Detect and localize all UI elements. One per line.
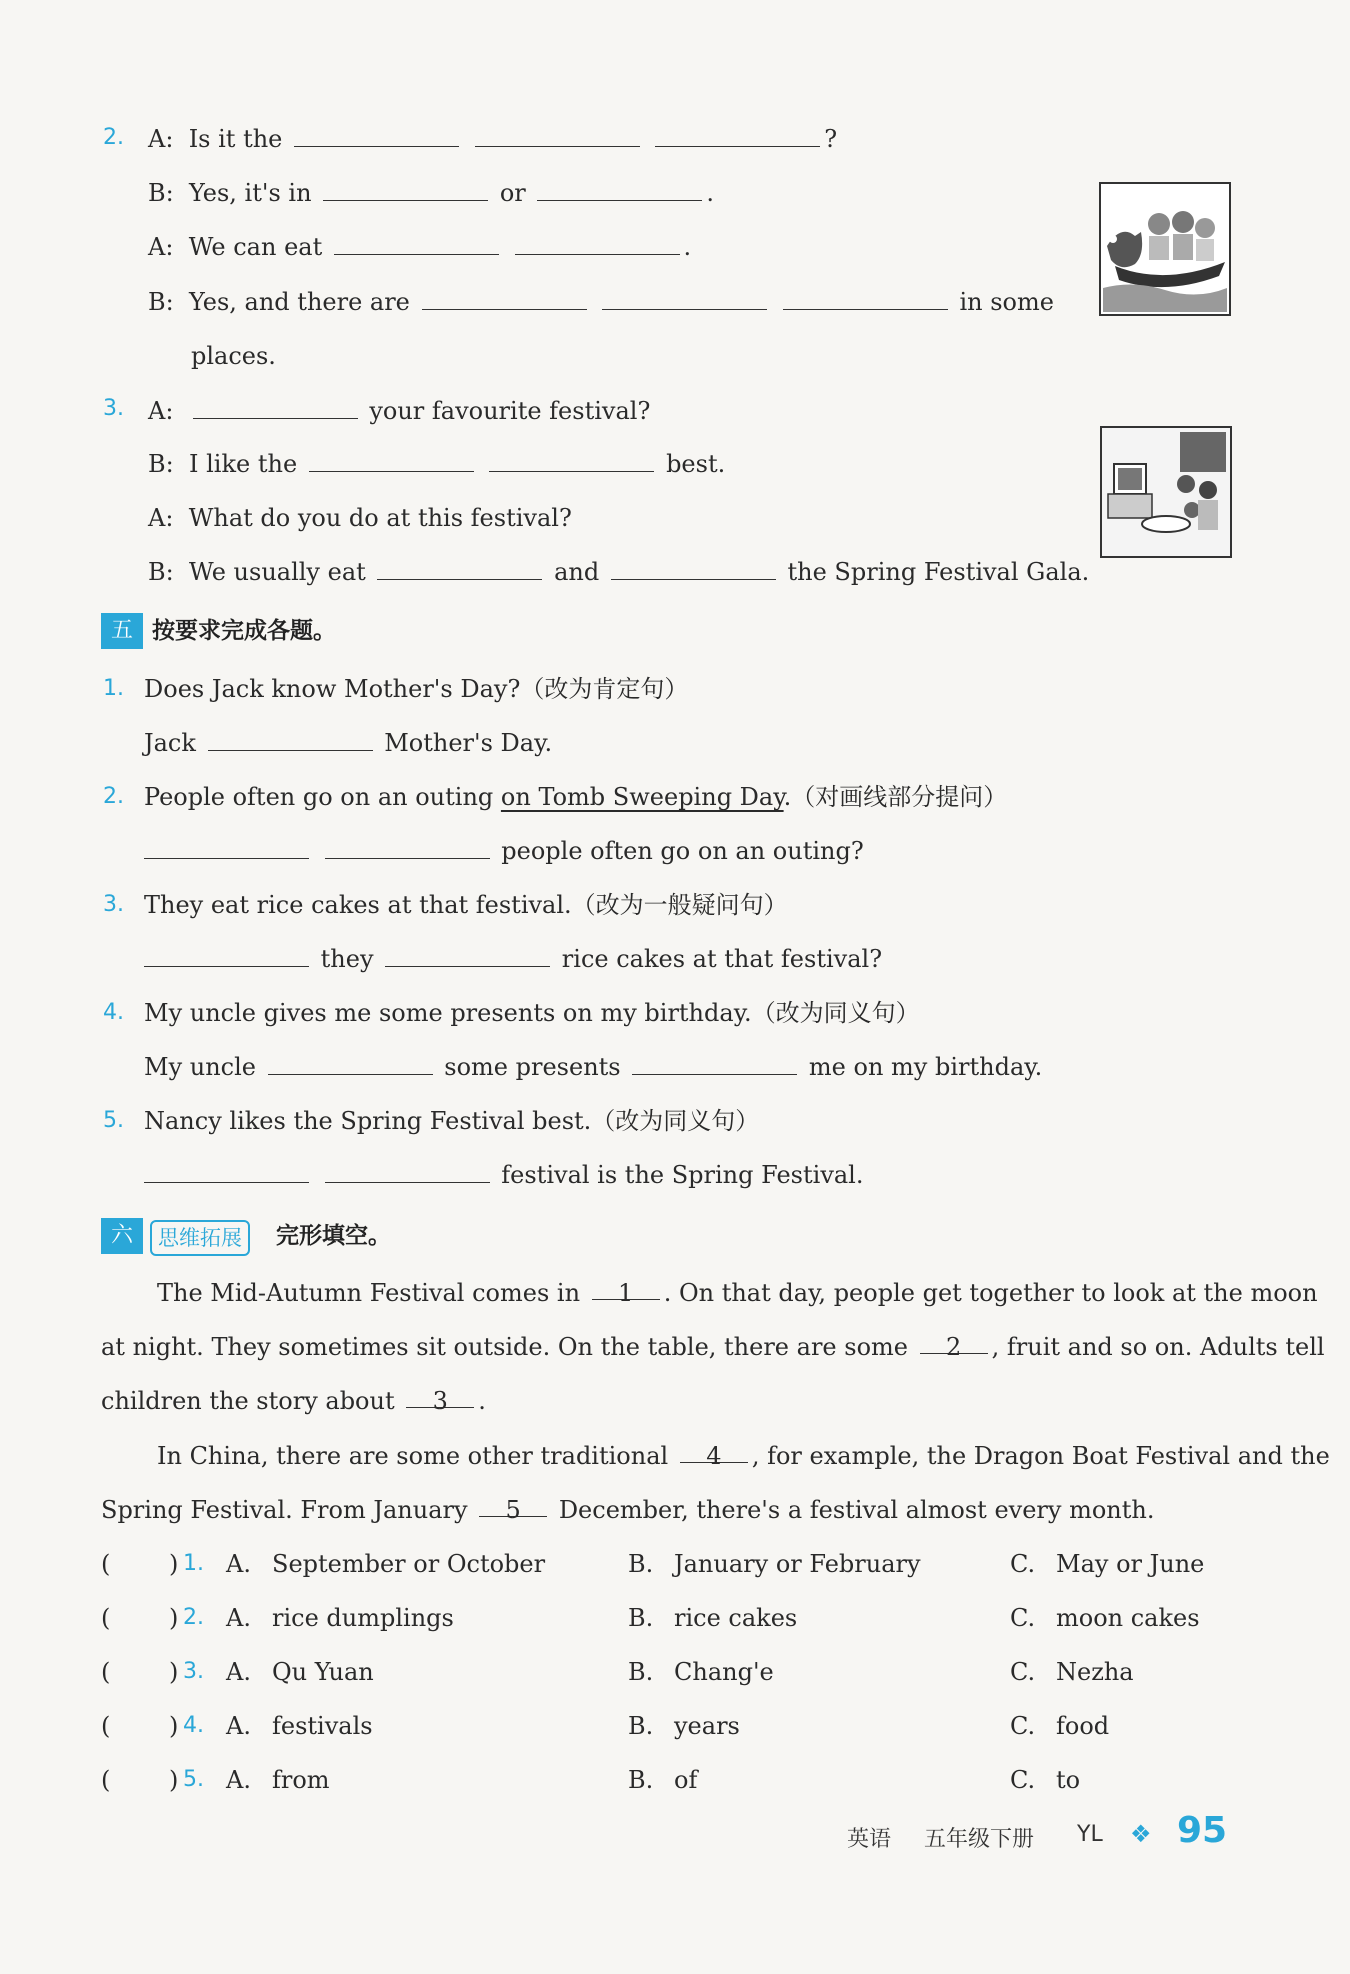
passage-text: . [478,1387,486,1415]
option-b-label: B. [628,1604,654,1632]
footer-subject: 英语 [847,1827,892,1852]
answer-line [144,727,552,759]
speaker-label: B: [148,558,174,586]
option-b[interactable]: years [674,1712,740,1740]
answer-bracket-open[interactable]: ( [101,1604,111,1632]
answer-bracket-open[interactable]: ( [101,1658,111,1686]
dialogue-line [148,123,837,155]
diamond-icon: ❖ [1130,1820,1152,1848]
answer-blank[interactable] [325,836,490,859]
answer-text: My uncle [144,1053,256,1081]
passage-line [101,1331,1325,1363]
answer-text: Mother's Day. [384,729,553,757]
speaker-label: A: [148,233,174,261]
option-a-label: A. [226,1550,251,1578]
dialogue-text: We usually eat [189,558,366,586]
cloze-blank[interactable]: 2 [920,1331,988,1354]
answer-bracket-close: ) [169,1712,179,1740]
dialogue-line [148,395,650,427]
option-b[interactable]: rice cakes [674,1604,798,1632]
option-b[interactable]: January or February [674,1550,921,1578]
answer-text: Jack [144,729,196,757]
answer-text: rice cakes at that festival? [561,945,883,973]
question-number: 4. [103,1000,124,1025]
answer-text: they [320,945,374,973]
answer-line [144,943,882,975]
answer-blank[interactable] [144,944,309,967]
speaker-label: B: [148,288,174,316]
speaker-label: B: [148,179,174,207]
answer-text: people often go on an outing? [501,837,864,865]
passage-text: The Mid-Autumn Festival comes in [157,1279,581,1307]
question-text-part: People often go on an outing [144,783,494,811]
answer-blank[interactable] [377,557,542,580]
option-b[interactable]: of [674,1766,698,1794]
dialogue-text: the Spring Festival Gala. [787,558,1090,586]
option-a[interactable]: Qu Yuan [272,1658,374,1686]
option-a-label: A. [226,1604,251,1632]
passage-line [157,1440,1330,1472]
option-c[interactable]: moon cakes [1056,1604,1200,1632]
answer-bracket-close: ) [169,1766,179,1794]
passage-text: children the story about [101,1387,395,1415]
section-title: 按要求完成各题。 [152,618,336,644]
question-number: 1. [103,676,124,701]
dialogue-line [148,286,1054,318]
answer-blank[interactable] [294,124,459,147]
question-text: My uncle gives me some presents on my birthday.（改为同义句） [144,999,920,1027]
question-number: 3. [103,892,124,917]
question-text-part: .（对画线部分提问） [783,783,1008,811]
answer-blank[interactable] [515,232,680,255]
option-c-label: C. [1010,1604,1036,1632]
cloze-blank[interactable]: 5 [479,1494,547,1517]
dialogue-text: Is it the [188,125,283,153]
answer-blank[interactable] [144,836,309,859]
passage-text: , fruit and so on. Adults tell [991,1333,1325,1361]
passage-line [157,1277,1318,1309]
answer-text: festival is the Spring Festival. [501,1161,864,1189]
option-b-label: B. [628,1658,654,1686]
option-number: 4. [183,1713,204,1738]
answer-blank[interactable] [611,557,776,580]
option-a-label: A. [226,1712,251,1740]
passage-text: Spring Festival. From January [101,1496,468,1524]
question-text: They eat rice cakes at that festival.（改为一般疑问句） [144,891,788,919]
question-number: 2. [103,784,124,809]
section-badge: 六 [101,1218,143,1254]
page-number: 95 [1177,1810,1228,1851]
answer-blank[interactable] [602,287,767,310]
option-c[interactable]: food [1056,1712,1110,1740]
answer-text: me on my birthday. [808,1053,1043,1081]
question-text: Nancy likes the Spring Festival best.（改为同义句） [144,1107,760,1135]
dialogue-text: What do you do at this festival? [188,504,572,532]
passage-text: at night. They sometimes sit outside. On the table, there are some [101,1333,908,1361]
option-c-label: C. [1010,1658,1036,1686]
option-b-label: B. [628,1712,654,1740]
cloze-blank[interactable]: 3 [406,1385,474,1408]
section-title: 完形填空。 [276,1223,391,1249]
option-c-label: C. [1010,1712,1036,1740]
dialogue-line [148,448,725,480]
answer-blank[interactable] [193,396,358,419]
answer-blank[interactable] [268,1052,433,1075]
answer-blank[interactable] [385,944,550,967]
dialogue-text: in some [959,288,1054,316]
speaker-label: A: [148,397,174,425]
question-number: 3. [103,396,124,421]
option-number: 3. [183,1659,204,1684]
passage-line [101,1385,486,1417]
option-number: 5. [183,1767,204,1792]
option-a[interactable]: September or October [272,1550,546,1578]
answer-blank[interactable] [334,232,499,255]
answer-line [144,835,864,867]
passage-text: In China, there are some other traditional [157,1442,669,1470]
answer-blank[interactable] [309,449,474,472]
punctuation: ? [824,125,838,153]
family-tv-picture [1100,426,1232,558]
dialogue-text: and [554,558,600,586]
question-text [144,781,1007,813]
answer-blank[interactable] [323,178,488,201]
answer-blank[interactable] [208,728,373,751]
answer-text: some presents [444,1053,621,1081]
option-b-label: B. [628,1550,654,1578]
answer-bracket-close: ) [169,1550,179,1578]
cloze-blank[interactable]: 4 [680,1440,748,1463]
answer-blank[interactable] [325,1160,490,1183]
thinking-extension-tag: 思维拓展 [150,1220,250,1256]
option-a[interactable]: rice dumplings [272,1604,454,1632]
answer-blank[interactable] [422,287,587,310]
footer-code: YL [1077,1822,1103,1847]
option-c-label: C. [1010,1550,1036,1578]
answer-line [144,1051,1042,1083]
answer-bracket-open[interactable]: ( [101,1712,111,1740]
question-text: Does Jack know Mother's Day?（改为肯定句） [144,675,689,703]
footer-grade: 五年级下册 [924,1827,1035,1852]
answer-bracket-open[interactable]: ( [101,1550,111,1578]
answer-line [144,1159,863,1191]
option-a[interactable]: from [272,1766,330,1794]
punctuation: . [683,233,692,261]
question-number: 2. [103,125,124,150]
dialogue-text: Yes, it's in [189,179,312,207]
dialogue-text: Yes, and there are [189,288,410,316]
speaker-label: A: [148,504,174,532]
answer-bracket-close: ) [169,1604,179,1632]
option-c[interactable]: to [1056,1766,1081,1794]
option-number: 2. [183,1605,204,1630]
dragon-boat-picture [1099,182,1231,316]
answer-blank[interactable] [783,287,948,310]
option-c[interactable]: Nezha [1056,1658,1134,1686]
answer-blank[interactable] [632,1052,797,1075]
underlined-phrase: on Tomb Sweeping Day [500,783,784,811]
dialogue-line [148,231,691,263]
passage-line [101,1494,1154,1526]
dialogue-line [148,502,572,534]
option-number: 1. [183,1551,204,1576]
option-c[interactable]: May or June [1056,1550,1205,1578]
cloze-blank[interactable]: 1 [592,1277,660,1300]
section-badge: 五 [101,613,143,649]
dialogue-text: best. [666,450,726,478]
option-a-label: A. [226,1658,251,1686]
answer-blank[interactable] [489,449,654,472]
dialogue-line [148,556,1089,588]
dialogue-line [148,177,714,209]
option-a[interactable]: festivals [272,1712,373,1740]
dialogue-text: or [499,179,526,207]
option-c-label: C. [1010,1766,1036,1794]
dialogue-text: We can eat [188,233,323,261]
answer-blank[interactable] [475,124,640,147]
passage-text: December, there's a festival almost every month. [558,1496,1155,1524]
passage-text: . On that day, people get together to look at the moon [663,1279,1318,1307]
option-b-label: B. [628,1766,654,1794]
option-b[interactable]: Chang'e [674,1658,774,1686]
answer-bracket-close: ) [169,1658,179,1686]
passage-text: , for example, the Dragon Boat Festival and the [751,1442,1330,1470]
punctuation: . [706,179,715,207]
speaker-label: A: [148,125,174,153]
option-a-label: A. [226,1766,251,1794]
answer-blank[interactable] [144,1160,309,1183]
dialogue-text: I like the [189,450,298,478]
question-number: 5. [103,1108,124,1133]
dialogue-text: your favourite festival? [369,397,651,425]
dialogue-text: places. [191,342,276,370]
answer-blank[interactable] [655,124,820,147]
speaker-label: B: [148,450,174,478]
answer-bracket-open[interactable]: ( [101,1766,111,1794]
answer-blank[interactable] [537,178,702,201]
